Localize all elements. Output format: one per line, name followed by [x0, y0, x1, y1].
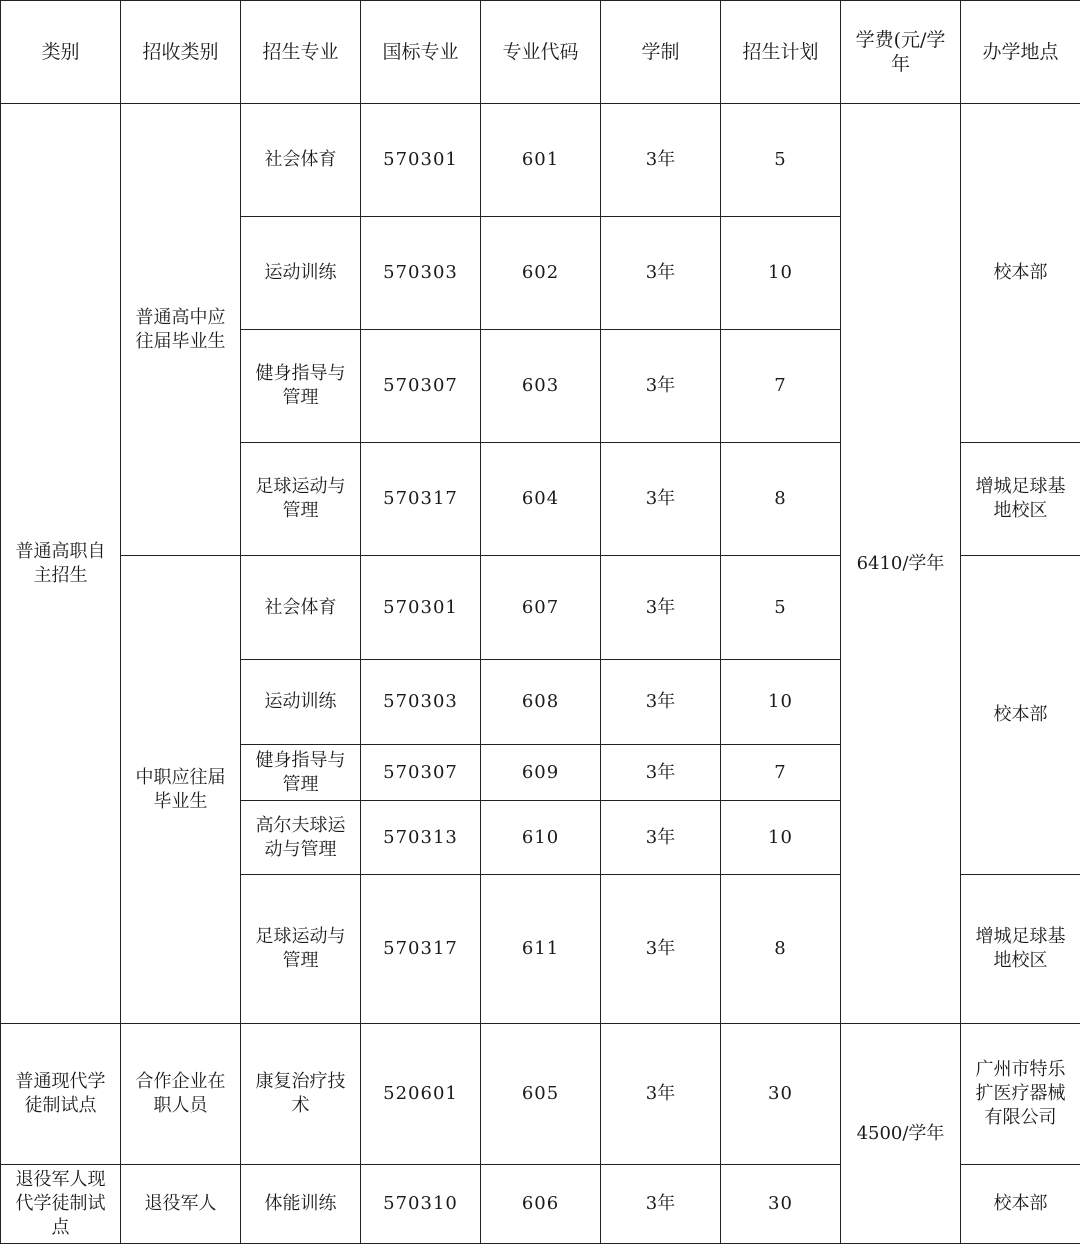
plan-cell: 10 [721, 801, 841, 875]
plan-cell: 30 [721, 1165, 841, 1244]
major-cell: 康复治疗技术 [241, 1024, 361, 1165]
location-cell: 广州市特乐扩医疗器械有限公司 [961, 1024, 1080, 1165]
duration-cell: 3年 [601, 1165, 721, 1244]
major-cell: 社会体育 [241, 104, 361, 217]
category-cell: 退役军人现代学徒制试点 [1, 1165, 121, 1244]
fee-cell: 6410/学年 [841, 104, 961, 1024]
enroll-type-cell: 普通高中应往届毕业生 [121, 104, 241, 556]
location-cell: 校本部 [961, 104, 1080, 443]
major-cell: 运动训练 [241, 217, 361, 330]
gb-code-cell: 570310 [361, 1165, 481, 1244]
major-code-cell: 606 [481, 1165, 601, 1244]
major-cell: 运动训练 [241, 660, 361, 745]
enroll-type-cell: 中职应往届毕业生 [121, 556, 241, 1024]
table-row [1, 104, 1080, 217]
gb-code-cell: 570303 [361, 217, 481, 330]
table-row [1, 1024, 1080, 1165]
header-category: 类别 [1, 1, 121, 104]
fee-cell: 4500/学年 [841, 1024, 961, 1244]
gb-code-cell: 570317 [361, 875, 481, 1024]
plan-cell: 5 [721, 556, 841, 660]
category-cell: 普通高职自主招生 [1, 104, 121, 1024]
gb-code-cell: 570301 [361, 556, 481, 660]
header-location: 办学地点 [961, 1, 1080, 104]
header-fee: 学费(元/学年 [841, 1, 961, 104]
gb-code-cell: 570313 [361, 801, 481, 875]
gb-code-cell: 570307 [361, 745, 481, 801]
plan-cell: 30 [721, 1024, 841, 1165]
duration-cell: 3年 [601, 660, 721, 745]
location-cell: 增城足球基地校区 [961, 875, 1080, 1024]
duration-cell: 3年 [601, 1024, 721, 1165]
major-cell: 社会体育 [241, 556, 361, 660]
major-cell: 健身指导与管理 [241, 745, 361, 801]
header-major-code: 专业代码 [481, 1, 601, 104]
plan-cell: 5 [721, 104, 841, 217]
major-code-cell: 610 [481, 801, 601, 875]
major-code-cell: 608 [481, 660, 601, 745]
duration-cell: 3年 [601, 875, 721, 1024]
enroll-type-cell: 合作企业在职人员 [121, 1024, 241, 1165]
major-code-cell: 611 [481, 875, 601, 1024]
major-code-cell: 601 [481, 104, 601, 217]
major-code-cell: 602 [481, 217, 601, 330]
major-code-cell: 607 [481, 556, 601, 660]
duration-cell: 3年 [601, 330, 721, 443]
header-duration: 学制 [601, 1, 721, 104]
header-major: 招生专业 [241, 1, 361, 104]
location-cell: 校本部 [961, 1165, 1080, 1244]
duration-cell: 3年 [601, 217, 721, 330]
gb-code-cell: 570303 [361, 660, 481, 745]
duration-cell: 3年 [601, 443, 721, 556]
major-cell: 健身指导与管理 [241, 330, 361, 443]
enroll-type-cell: 退役军人 [121, 1165, 241, 1244]
major-code-cell: 609 [481, 745, 601, 801]
major-code-cell: 604 [481, 443, 601, 556]
plan-cell: 7 [721, 330, 841, 443]
header-enroll-type: 招收类别 [121, 1, 241, 104]
duration-cell: 3年 [601, 745, 721, 801]
gb-code-cell: 570317 [361, 443, 481, 556]
category-cell: 普通现代学徒制试点 [1, 1024, 121, 1165]
duration-cell: 3年 [601, 801, 721, 875]
major-cell: 足球运动与管理 [241, 443, 361, 556]
header-row [1, 1, 1080, 104]
gb-code-cell: 570307 [361, 330, 481, 443]
duration-cell: 3年 [601, 104, 721, 217]
gb-code-cell: 520601 [361, 1024, 481, 1165]
plan-cell: 8 [721, 443, 841, 556]
header-gb-major: 国标专业 [361, 1, 481, 104]
plan-cell: 8 [721, 875, 841, 1024]
location-cell: 校本部 [961, 556, 1080, 875]
plan-cell: 7 [721, 745, 841, 801]
gb-code-cell: 570301 [361, 104, 481, 217]
major-code-cell: 603 [481, 330, 601, 443]
plan-cell: 10 [721, 660, 841, 745]
location-cell: 增城足球基地校区 [961, 443, 1080, 556]
major-cell: 高尔夫球运动与管理 [241, 801, 361, 875]
major-cell: 体能训练 [241, 1165, 361, 1244]
major-code-cell: 605 [481, 1024, 601, 1165]
plan-cell: 10 [721, 217, 841, 330]
major-cell: 足球运动与管理 [241, 875, 361, 1024]
header-plan: 招生计划 [721, 1, 841, 104]
duration-cell: 3年 [601, 556, 721, 660]
